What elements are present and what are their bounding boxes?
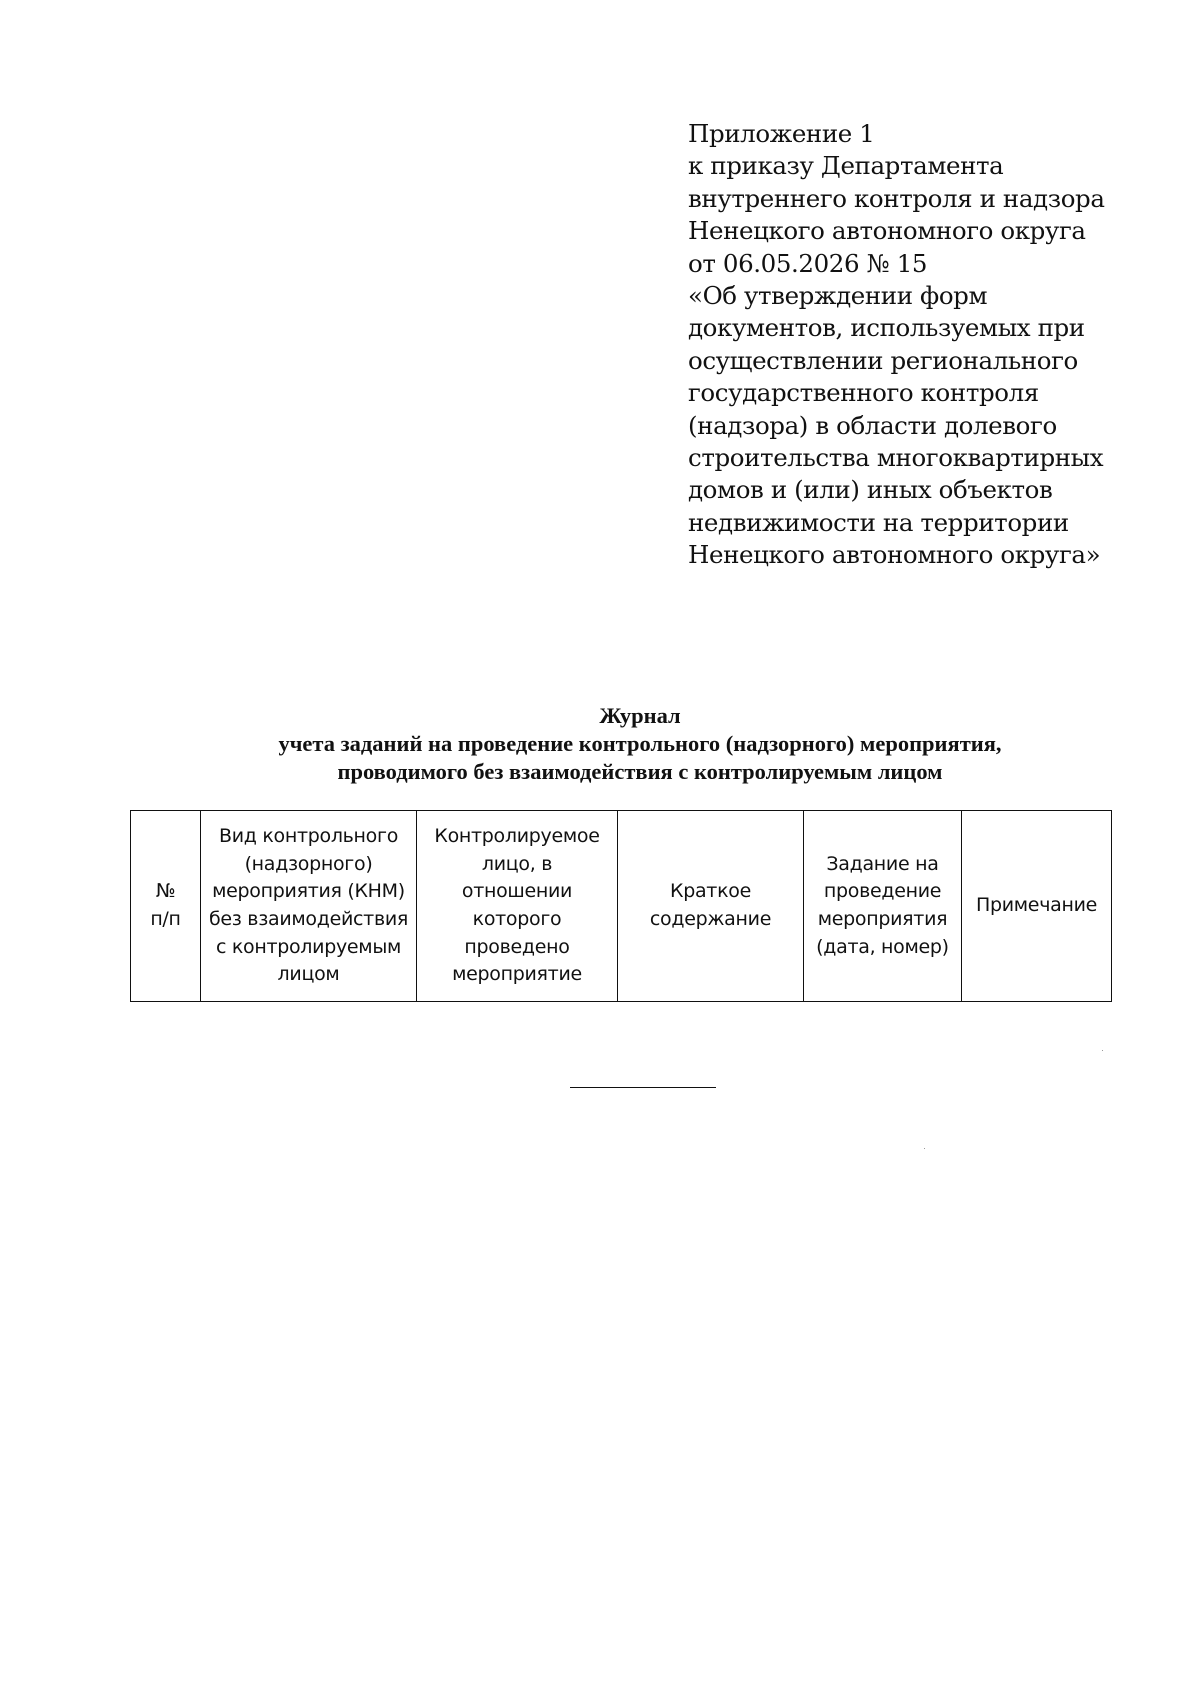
column-header-knm-type: Вид контрольного (надзорного) мероприятия (КНМ) без взаимодействия с контролируемым лицом (201, 811, 417, 1002)
scan-speck (1102, 1050, 1103, 1051)
appendix-line: домов и (или) иных объектов (688, 475, 1053, 505)
appendix-line: строительства многоквартирных (688, 443, 1104, 473)
appendix-line: внутреннего контроля и надзора (688, 183, 1105, 213)
appendix-line: Приложение 1 (688, 119, 875, 148)
appendix-line: от 06.05.2026 № 15 (688, 248, 928, 278)
appendix-line: недвижимости на территории (688, 507, 1069, 537)
column-header-summary: Краткое содержание (618, 811, 804, 1002)
column-header-task: Задание на проведение мероприятия (дата, номер) (804, 811, 962, 1002)
table-header-row (131, 811, 1112, 1002)
appendix-line: к приказу Департамента (688, 151, 1004, 181)
appendix-line: документов, используемых при (688, 313, 1085, 343)
journal-subtitle-line1: учета заданий на проведение контрольного (надзорного) мероприятия, (278, 731, 1002, 756)
appendix-block (688, 118, 1158, 572)
journal-subtitle-line2: проводимого без взаимодействия с контролируемым лицом (337, 759, 943, 784)
appendix-line: Ненецкого автономного округа (688, 216, 1086, 246)
column-header-number: № п/п (131, 811, 201, 1002)
appendix-line: государственного контроля (688, 378, 1039, 408)
journal-table (130, 810, 1112, 1002)
journal-heading (130, 702, 1150, 786)
column-header-note: Примечание (962, 811, 1112, 1002)
end-rule (570, 1087, 716, 1088)
scan-speck (924, 1148, 925, 1149)
appendix-line: осуществлении регионального (688, 345, 1078, 375)
column-header-controlled-person: Контролируемое лицо, в отношении которого проведено мероприятие (417, 811, 618, 1002)
appendix-line: Ненецкого автономного округа» (688, 540, 1101, 570)
journal-title: Журнал (599, 703, 681, 728)
appendix-line: «Об утверждении форм (688, 281, 988, 311)
appendix-line: (надзора) в области долевого (688, 410, 1057, 440)
